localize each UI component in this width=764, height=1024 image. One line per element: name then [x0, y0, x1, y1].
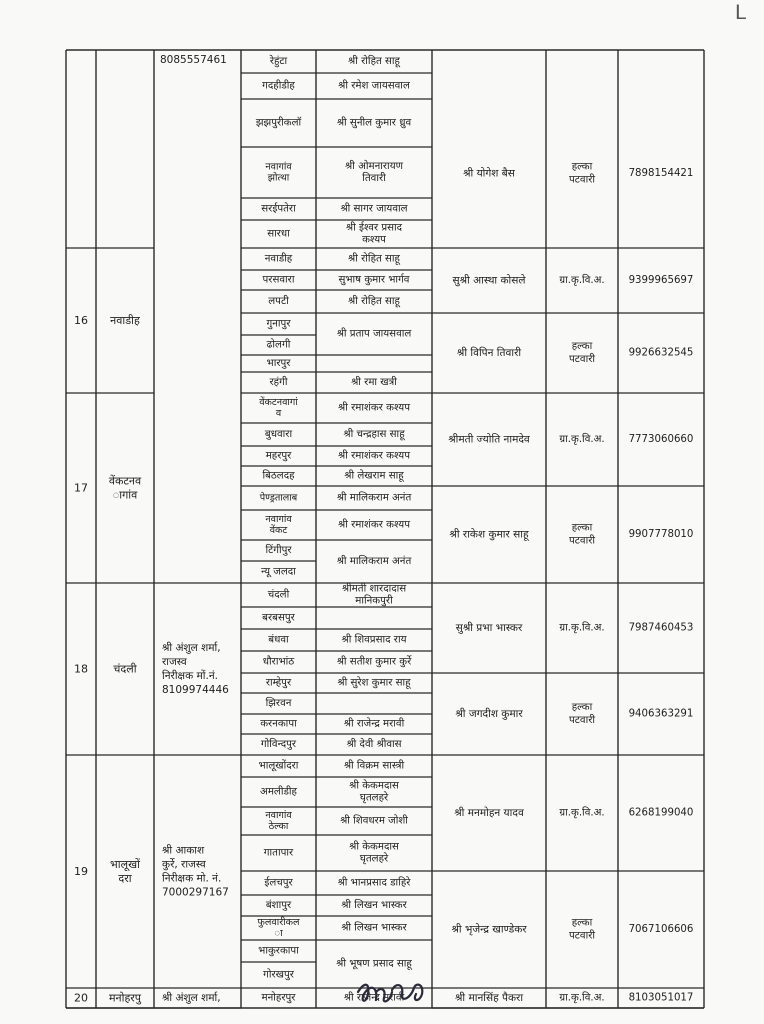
village-name: झझपुरीकलॉ	[255, 117, 302, 129]
person-name: श्री शिवप्रसाद राय	[341, 634, 407, 646]
officer-designation: पटवारी	[568, 930, 596, 942]
person-name: श्री भूषण प्रसाद साहू	[336, 958, 412, 970]
officer-phone: 9926632545	[628, 347, 694, 359]
person-name: श्री ओमनारायण	[345, 161, 403, 172]
person-name: श्री रोहित साहू	[348, 253, 400, 265]
village-name: भारपुर	[266, 358, 291, 369]
village-name: वेंकट	[269, 525, 288, 536]
person-name: श्री सागर जायवाल	[340, 203, 408, 215]
officer-phone: 6268199040	[628, 807, 694, 819]
village-name: बंशापुर	[265, 900, 292, 911]
village-name: मनोहरपुर	[261, 992, 296, 1004]
officer-signature	[352, 972, 442, 1012]
serial-number: 19	[74, 865, 88, 878]
officer-name: श्री भृजेन्द्र खाण्डेकर	[451, 923, 527, 936]
person-name: श्री सुरेश कुमार साहू	[337, 677, 411, 689]
person-name: श्री रमेश जायसवाल	[338, 80, 410, 92]
officer-name: सुश्री आस्था कोसले	[452, 274, 526, 287]
person-name: श्री चन्द्रहास साहू	[343, 429, 405, 440]
officer-name: श्री विपिन तिवारी	[456, 347, 522, 359]
officer-name: श्री मनमोहन यादव	[454, 807, 524, 819]
person-name: श्री मालिकराम अनंत	[336, 492, 412, 504]
person-name: घृतलहरे	[359, 792, 389, 804]
village-name: चंदली	[267, 589, 290, 601]
officer-designation: हल्का	[571, 341, 593, 352]
officer-designation: हल्का	[571, 917, 593, 929]
person-name: श्री राजेन्द्र मरावी	[343, 992, 405, 1004]
person-name: मानिकपुरी	[355, 595, 393, 607]
village-name: न्यू जलदा	[261, 566, 296, 578]
officer-designation: हल्का	[571, 702, 593, 713]
officer-phone: 7987460453	[628, 622, 694, 634]
officer-phone: 7898154421	[628, 168, 694, 179]
officer-designation: ग्रा.कृ.वि.अ.	[559, 434, 605, 445]
village-name: ठेल्का	[268, 821, 289, 832]
person-name: श्री देवी श्रीवास	[346, 739, 402, 750]
person-name: श्री भानप्रसाद डाहिरे	[337, 877, 411, 889]
person-name: श्री रमाशंकर कश्यप	[338, 402, 410, 414]
corner-mark: ᒪ	[734, 0, 746, 24]
serial-number: 18	[74, 662, 88, 676]
village-name: ढोलगी	[266, 339, 291, 351]
panchayat-name: नवाडीह	[110, 314, 140, 327]
person-name: श्री रमा खत्री	[351, 377, 397, 388]
officer-phone: 9399965697	[628, 275, 694, 286]
village-name: भालूखोंदरा	[258, 760, 299, 772]
person-name: श्रीमती शारदादास	[341, 583, 407, 595]
village-name: नवाडीह	[264, 253, 293, 265]
village-name: लपटी	[268, 296, 289, 307]
officer-name: श्री जगदीश कुमार	[455, 708, 523, 720]
person-name: श्री मालिकराम अनंत	[336, 556, 412, 567]
revenue-inspector: श्री आकाश	[162, 844, 205, 857]
person-name: श्री लिखन भास्कर	[341, 922, 407, 934]
village-name: परसवारा	[262, 274, 295, 286]
village-name: पेण्ड्रतालाब	[259, 492, 298, 504]
person-name: श्री सुनील कुमार ध्रुव	[336, 117, 412, 129]
officer-designation: ग्रा.कृ.वि.अ.	[559, 622, 605, 634]
village-name: रहंगी	[269, 377, 288, 388]
panchayat-name: दरा	[118, 872, 132, 885]
village-name: फुलवारीकल	[257, 917, 300, 928]
person-name: श्री राजेन्द्र मरावी	[343, 718, 405, 730]
person-name: श्री ईश्वर प्रसाद	[345, 222, 403, 234]
person-name: श्री केकमदास	[349, 780, 399, 792]
person-name: श्री लिखन भास्कर	[341, 900, 407, 911]
officer-name: श्री योगेश बैस	[463, 167, 515, 180]
officer-designation: ग्रा.कृ.वि.अ.	[559, 275, 605, 286]
revenue-inspector: निरीक्षक मों.नं.	[162, 670, 218, 682]
officer-phone: 9406363291	[628, 708, 694, 720]
person-name: श्री रमाशंकर कश्यप	[338, 519, 410, 531]
person-name: सुभाष कुमार भार्गव	[338, 274, 410, 286]
officer-phone: 7067106606	[628, 924, 694, 935]
village-name: झोत्था	[267, 172, 290, 184]
person-name: श्री विक्रम सास्त्री	[343, 760, 405, 772]
village-name: सरईपतेरा	[261, 203, 296, 215]
village-name: गदहीडीह	[262, 80, 295, 92]
person-name: श्री रमाशंकर कश्यप	[338, 450, 410, 462]
village-name: बुधवारा	[264, 429, 293, 440]
person-name: श्री प्रताप जायसवाल	[336, 328, 412, 340]
village-name: गोविन्दपुर	[260, 739, 297, 750]
revenue-inspector: राजस्व	[162, 656, 187, 668]
village-name: व	[275, 408, 282, 419]
officer-designation: पटवारी	[568, 715, 596, 726]
village-name: नवागांव	[265, 514, 292, 525]
person-name: कश्यप	[362, 234, 386, 246]
serial-number: 17	[74, 481, 88, 495]
revenue-inspector: श्री अंशुल शर्मा,	[162, 992, 221, 1004]
revenue-inspector: श्री अंशुल शर्मा,	[162, 642, 221, 654]
village-name: नवागांव	[265, 161, 292, 173]
village-name: गोरखपुर	[263, 969, 294, 981]
panchayat-name: मनोहरपु	[108, 991, 142, 1005]
village-name: करनकापा	[260, 718, 297, 730]
village-name: भाकुरकापा	[258, 945, 299, 957]
village-name: वेंकटनवागां	[259, 397, 298, 408]
person-name: घृतलहरे	[359, 853, 389, 865]
revenue-inspector: कुर्रे, राजस्व	[162, 858, 206, 871]
village-name: टिंगीपुर	[265, 545, 292, 556]
officer-designation: हल्का	[571, 522, 593, 534]
village-name: धौराभांठ	[262, 656, 295, 668]
village-name: राम्हेपुर	[265, 677, 292, 689]
panchayat-name: चंदली	[113, 662, 137, 676]
person-name: श्री रोहित साहू	[348, 296, 400, 307]
panchayat-name: भालूखों	[110, 858, 140, 871]
village-name: नवागांव	[265, 810, 292, 821]
revenue-inspector: निरीक्षक मो. नं.	[162, 872, 222, 885]
officer-phone: 8103051017	[628, 992, 694, 1004]
village-name: रेहुंटा	[269, 56, 288, 67]
revenue-inspector: 8085557461	[160, 54, 227, 66]
officer-designation: ग्रा.कृ.वि.अ.	[559, 992, 605, 1004]
panchayat-name: वेंकटनव	[108, 474, 142, 488]
panchayat-name: ागांव	[112, 488, 138, 502]
person-name: तिवारी	[362, 173, 386, 184]
serial-number: 16	[74, 314, 88, 327]
officer-name: श्रीमती ज्योति नामदेव	[448, 433, 530, 446]
village-name: ा	[274, 928, 283, 939]
officer-name: सुश्री प्रभा भास्कर	[455, 622, 523, 634]
officer-designation: पटवारी	[568, 174, 596, 186]
officer-designation: हल्का	[571, 161, 593, 173]
village-name: बरबसपुर	[262, 612, 295, 624]
village-name: सारधा	[267, 228, 290, 240]
officer-name: श्री राकेश कुमार साहू	[449, 528, 529, 541]
village-name: गुनापुर	[266, 318, 291, 330]
person-name: श्री लेखराम साहू	[344, 470, 404, 482]
person-name: श्री सतीश कुमार कुर्रे	[336, 656, 412, 668]
officer-designation: ग्रा.कृ.वि.अ.	[559, 807, 605, 819]
village-name: महरपुर	[265, 450, 292, 462]
officer-name: श्री मानसिंह पैकरा	[454, 992, 524, 1004]
officer-designation: पटवारी	[568, 535, 596, 547]
person-name: श्री केकमदास	[349, 841, 399, 853]
village-name: बंधवा	[268, 634, 289, 646]
village-name: झिरवन	[265, 698, 292, 709]
person-name: श्री रोहित साहू	[348, 56, 400, 67]
officer-phone: 7773060660	[628, 434, 694, 445]
village-name: ईलचपुर	[264, 877, 293, 889]
revenue-inspector: 7000297167	[162, 886, 229, 899]
officer-phone: 9907778010	[628, 529, 694, 540]
revenue-inspector: 8109974446	[162, 684, 229, 696]
serial-number: 20	[74, 991, 88, 1005]
village-name: गातापार	[263, 847, 294, 859]
village-name: बिठलदह	[262, 470, 295, 482]
village-name: अमलीडीह	[260, 786, 297, 798]
officer-designation: पटवारी	[568, 354, 596, 365]
person-name: श्री शिवधरम जोशी	[340, 815, 408, 827]
